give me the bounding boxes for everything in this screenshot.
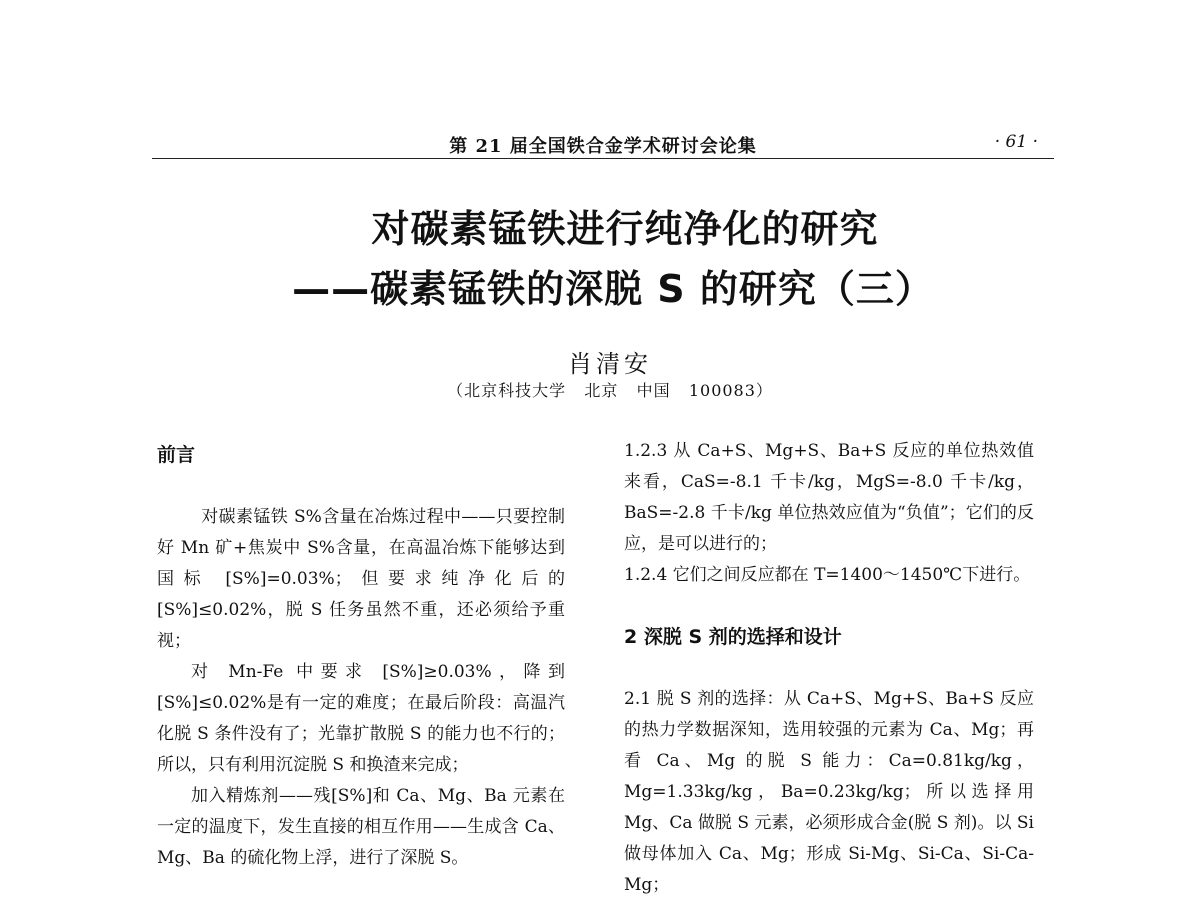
paragraph-2-1: 2.1 脱 S 剂的选择：从 Ca+S、Mg+S、Ba+S 反应的热力学数据深知，选用较强的元素为 Ca、Mg；再看 Ca、Mg 的脱 S 能力：Ca=0.81kg/kg，Mg=1.33kg/kg，Ba=0.23kg/kg；所以选择用 Mg、Ca 做脱 S 元素，必须形成合金(脱 S 剂)。以 Si 做母体加入 Ca、Mg；形成 Si-Mg、Si-Ca、Si-Ca-Mg； [624,689,1034,895]
section-heading-preface: 前言 [157,444,196,466]
author-affiliation: （北京科技大学 北京 中国 100083） [447,381,773,400]
journal-title: 第 21 届全国铁合金学术研讨会论集 [449,136,757,157]
paragraph-1-2-3: 1.2.3 从 Ca+S、Mg+S、Ba+S 反应的单位热效值来看，CaS=-8.1 千卡/kg，MgS=-8.0 千卡/kg，BaS=-2.8 千卡/kg 单位热效应值为“负值”；它们的反应，是可以进行的； [624,441,1034,554]
paper-subtitle: ——碳素锰铁的深脱 S 的研究（三） [292,267,934,311]
paper-title: 对碳素锰铁进行纯净化的研究 [371,207,879,251]
paragraph-1-2-4: 1.2.4 它们之间反应都在 T=1400～1450℃下进行。 [624,565,1031,585]
paragraph: 对碳素锰铁 S%含量在冶炼过程中——只要控制好 Mn 矿+焦炭中 S%含量，在高温冶炼下能够达到国标 [S%]=0.03%；但要求纯净化后的 [S%]≤0.02%，脱 S 任务虽然不重，还必须给予重视； [157,507,565,651]
left-column [157,440,565,874]
running-header [152,128,1054,159]
section-heading-2: 2 深脱 S 剂的选择和设计 [624,626,842,648]
right-column [624,436,1034,901]
author-name: 肖清安 [568,350,652,378]
paragraph: 对 Mn-Fe 中要求 [S%]≥0.03%，降到 [S%]≤0.02%是有一定的难度；在最后阶段：高温汽化脱 S 条件没有了；光靠扩散脱 S 的能力也不行的；所以，只有利用沉淀脱 S 和换渣来完成； [157,662,565,775]
page-number: · 61 · [994,132,1038,152]
paragraph: 加入精炼剂——残[S%]和 Ca、Mg、Ba 元素在一定的温度下，发生直接的相互作用——生成含 Ca、Mg、Ba 的硫化物上浮，进行了深脱 S。 [157,786,565,868]
